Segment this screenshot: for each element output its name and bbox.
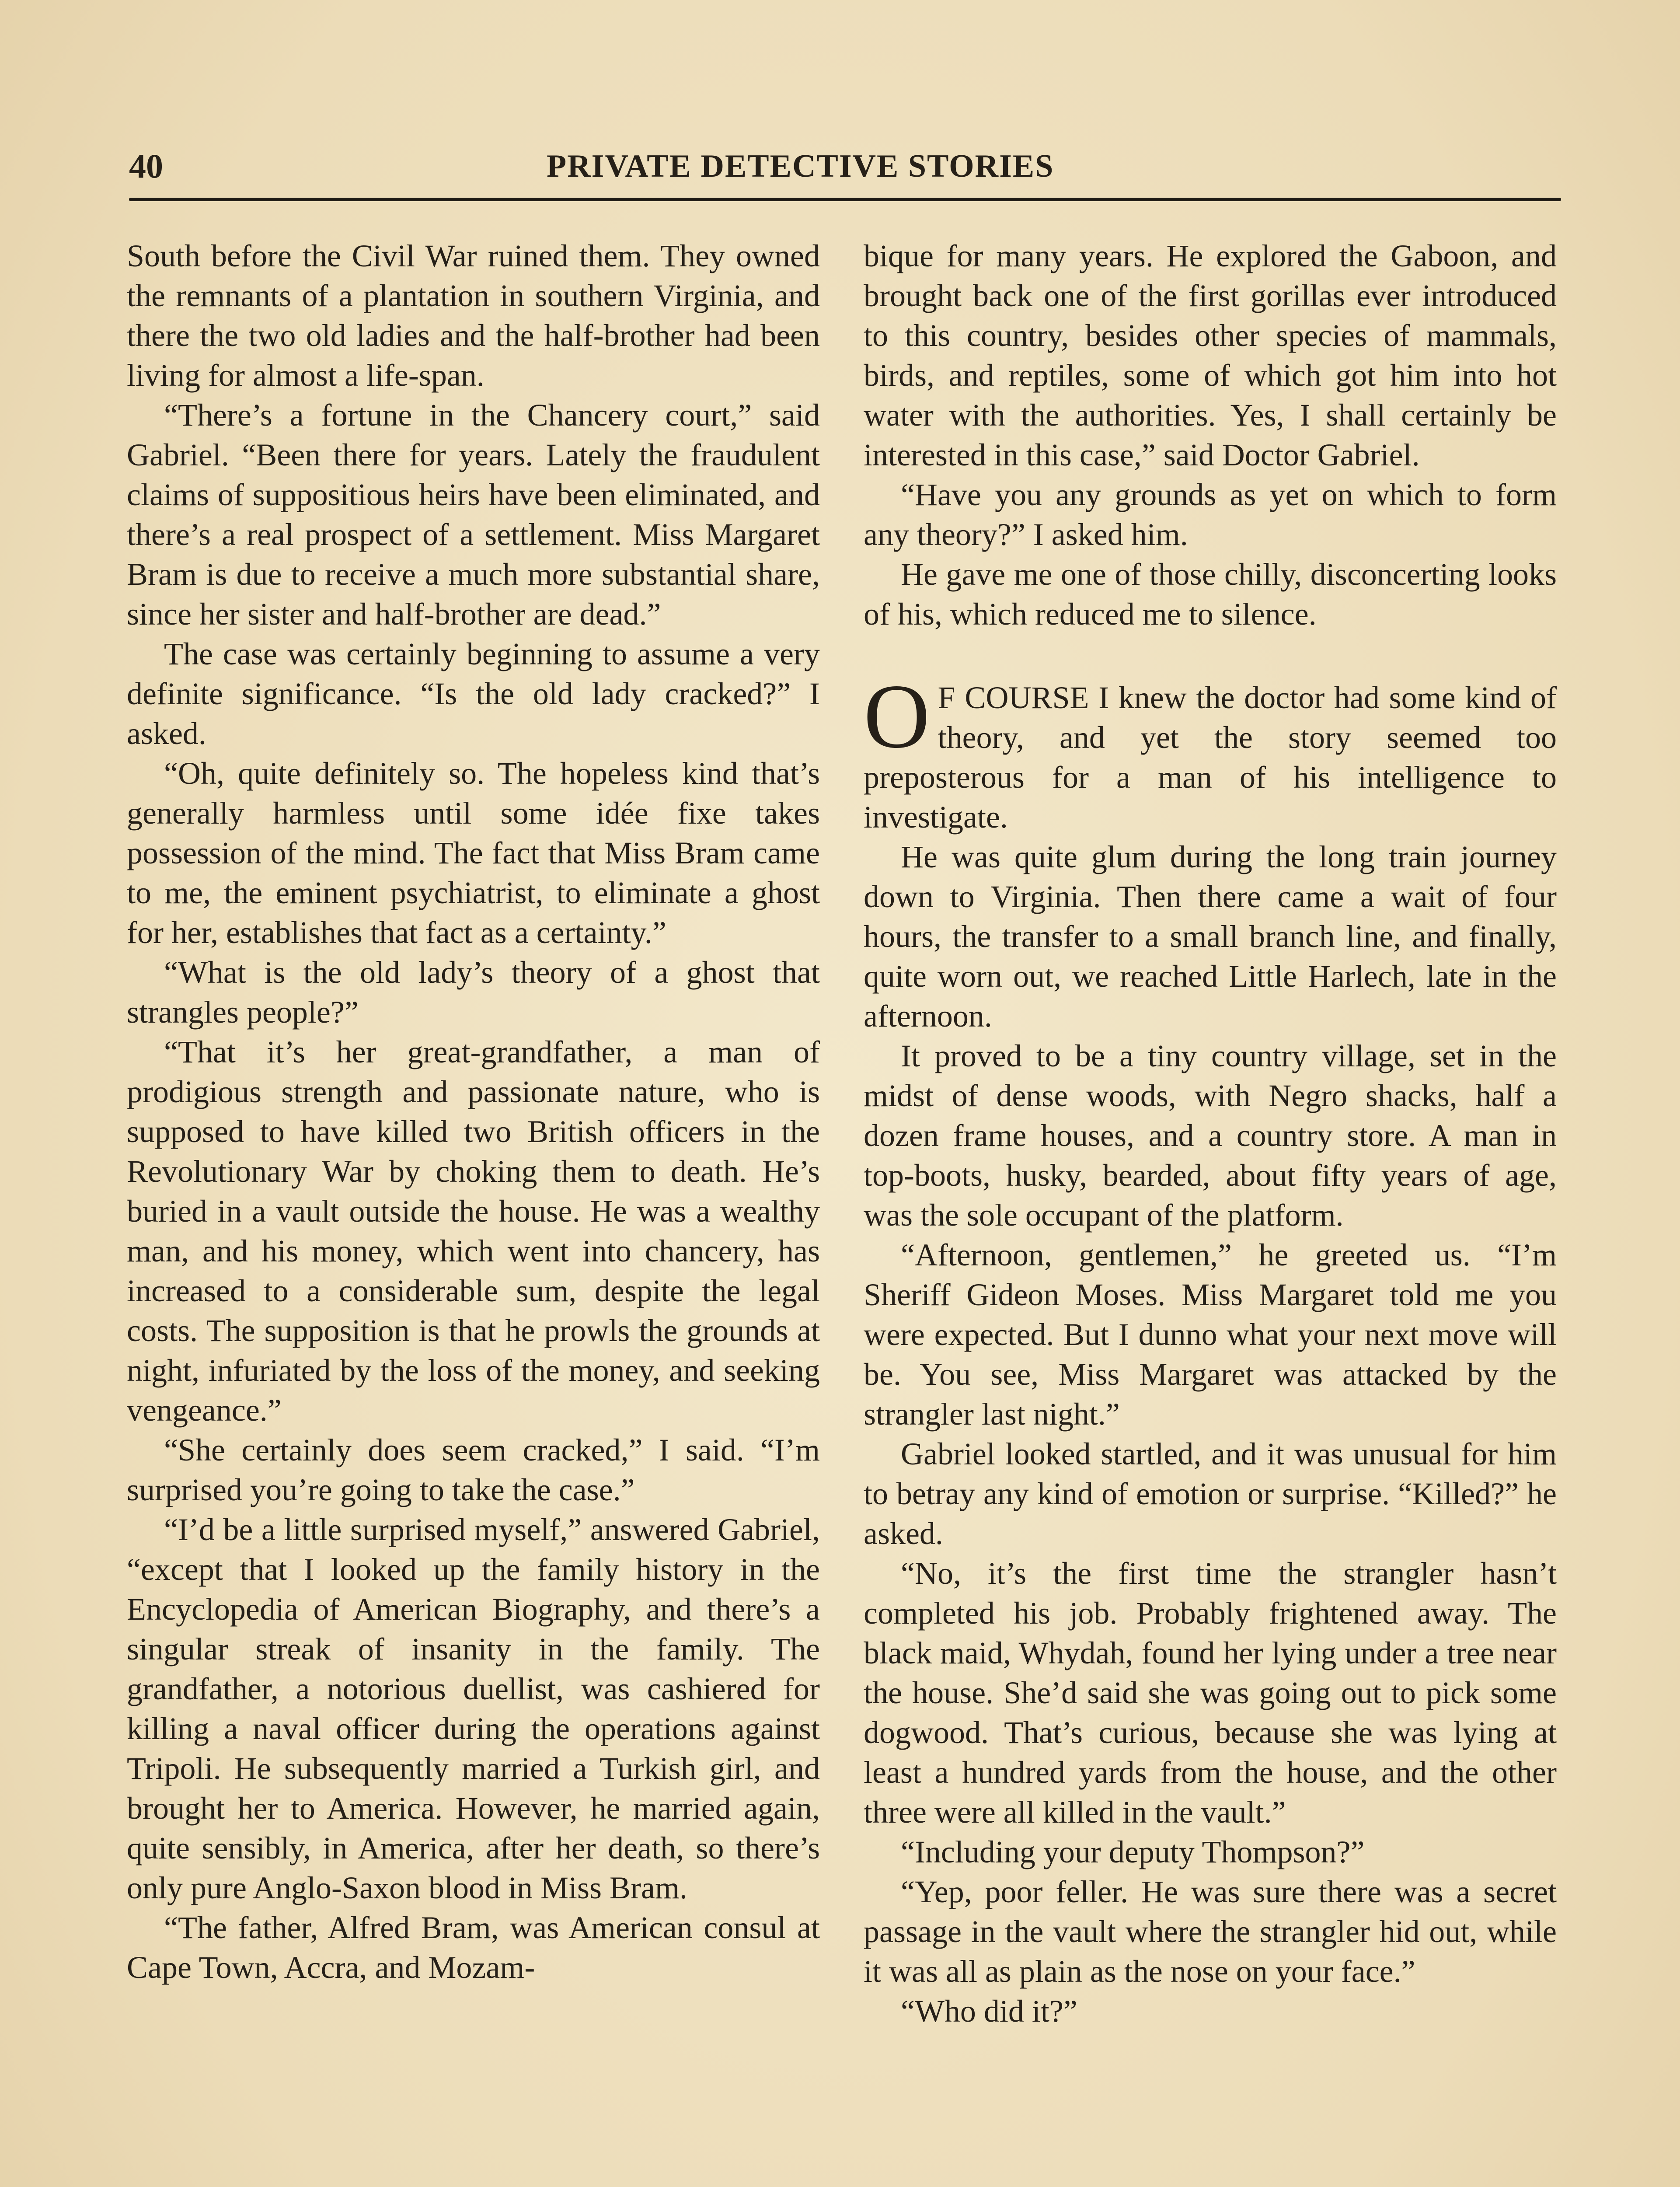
paragraph: bique for many years. He explored the Gaboon, and brought back one of the first gorillas ever introduced to this country, besides other species of mammals, birds, and reptiles, some of which got him into hot water with the authorities. Yes, I shall certainly be interested in this case,” said Doctor Gabriel. <box>864 238 1557 472</box>
page-number: 40 <box>129 147 163 185</box>
paragraph: “Yep, poor feller. He was sure there was a secret passage in the vault where the strangler hid out, while it was all as plain as the nose on your face.” <box>864 1874 1557 1989</box>
paragraph: He gave me one of those chilly, disconcerting looks of his, which reduced me to silence. <box>864 557 1557 632</box>
running-title: PRIVATE DETECTIVE STORIES <box>547 148 1054 184</box>
paragraph: It proved to be a tiny country village, set in the midst of dense woods, with Negro shacks, half a dozen frame houses, and a country store. A man in top-boots, husky, bearded, about fifty years of age, was the sole occupant of the platform. <box>864 1038 1557 1233</box>
lead-in-caps: F COURSE <box>938 680 1089 715</box>
paragraph: Gabriel looked startled, and it was unusual for him to betray any kind of emotion or surprise. “Killed?” he asked. <box>864 1436 1557 1551</box>
paragraph: “There’s a fortune in the Chancery court,” said Gabriel. “Been there for years. Lately the fraudulent claims of suppositious heirs have been eliminated, and there’s a real prospect of a settlement. Miss Margaret Bram is due to receive a much more substantial share, since her sister and half-brother are dead.” <box>127 398 820 632</box>
page-header <box>129 144 1561 197</box>
section-opening-text: I knew the doctor had some kind of theory, and yet the story seemed too preposterous for a man of his intelligence to investigate. <box>864 680 1557 835</box>
paragraph: “Who did it?” <box>901 1994 1077 2029</box>
paragraph: “Oh, quite definitely so. The hopeless kind that’s generally harmless until some idée fixe takes possession of the mind. The fact that Miss Bram came to me, the eminent psychiatrist, to eliminate a ghost for her, establishes that fact as a certainty.” <box>127 756 820 950</box>
section-opening-paragraph <box>864 666 1557 837</box>
paragraph: “What is the old lady’s theory of a ghost that strangles people?” <box>127 955 820 1030</box>
drop-cap: O <box>864 666 930 767</box>
right-column <box>864 236 1557 2031</box>
paragraph: South before the Civil War ruined them. They owned the remnants of a plantation in southern Virginia, and there the two old ladies and the half-brother had been living for almost a life-span. <box>127 238 820 393</box>
paragraph: “Afternoon, gentlemen,” he greeted us. “I’m Sheriff Gideon Moses. Miss Margaret told me you were expected. But I dunno what your next move will be. You see, Miss Margaret was attacked by the strangler last night.” <box>864 1237 1557 1432</box>
paragraph: “No, it’s the first time the strangler hasn’t completed his job. Probably frightened away. The black maid, Whydah, found her lying under a tree near the house. She’d said she was going out to pick some dogwood. That’s curious, because she was lying at least a hundred yards from the house, and the other three were all killed in the vault.” <box>864 1556 1557 1830</box>
left-column <box>127 236 820 1988</box>
paragraph: “Have you any grounds as yet on which to form any theory?” I asked him. <box>864 477 1557 552</box>
paragraph: “That it’s her great-grandfather, a man of prodigious strength and passionate nature, who is supposed to have killed two British officers in the Revolutionary War by choking them to death. He’s buried in a vault outside the house. He was a wealthy man, and his money, which went into chancery, has increased to a considerable sum, despite the legal costs. The supposition is that he prowls the grounds at night, infuriated by the loss of the money, and seeking vengeance.” <box>127 1034 820 1428</box>
paragraph: “I’d be a little surprised myself,” answered Gabriel, “except that I looked up the family history in the Encyclopedia of American Biography, and there’s a singular streak of insanity in the family. The grandfather, a notorious duellist, was cashiered for killing a naval officer during the operations against Tripoli. He subsequently married a Turkish girl, and brought her to America. However, he married again, quite sensibly, in America, after her death, so there’s only pure Anglo-Saxon blood in Miss Bram. <box>127 1512 820 1905</box>
header-rule <box>129 198 1561 201</box>
paragraph: He was quite glum during the long train journey down to Virginia. Then there came a wait of four hours, the transfer to a small branch line, and finally, quite worn out, we reached Little Harlech, late in the afternoon. <box>864 839 1557 1034</box>
paragraph: The case was certainly beginning to assume a very definite significance. “Is the old lady cracked?” I asked. <box>127 636 820 751</box>
paragraph: “She certainly does seem cracked,” I said. “I’m surprised you’re going to take the case.” <box>127 1432 820 1507</box>
paragraph: “The father, Alfred Bram, was American consul at Cape Town, Accra, and Mozam- <box>127 1910 820 1985</box>
paragraph: “Including your deputy Thompson?” <box>901 1834 1365 1869</box>
